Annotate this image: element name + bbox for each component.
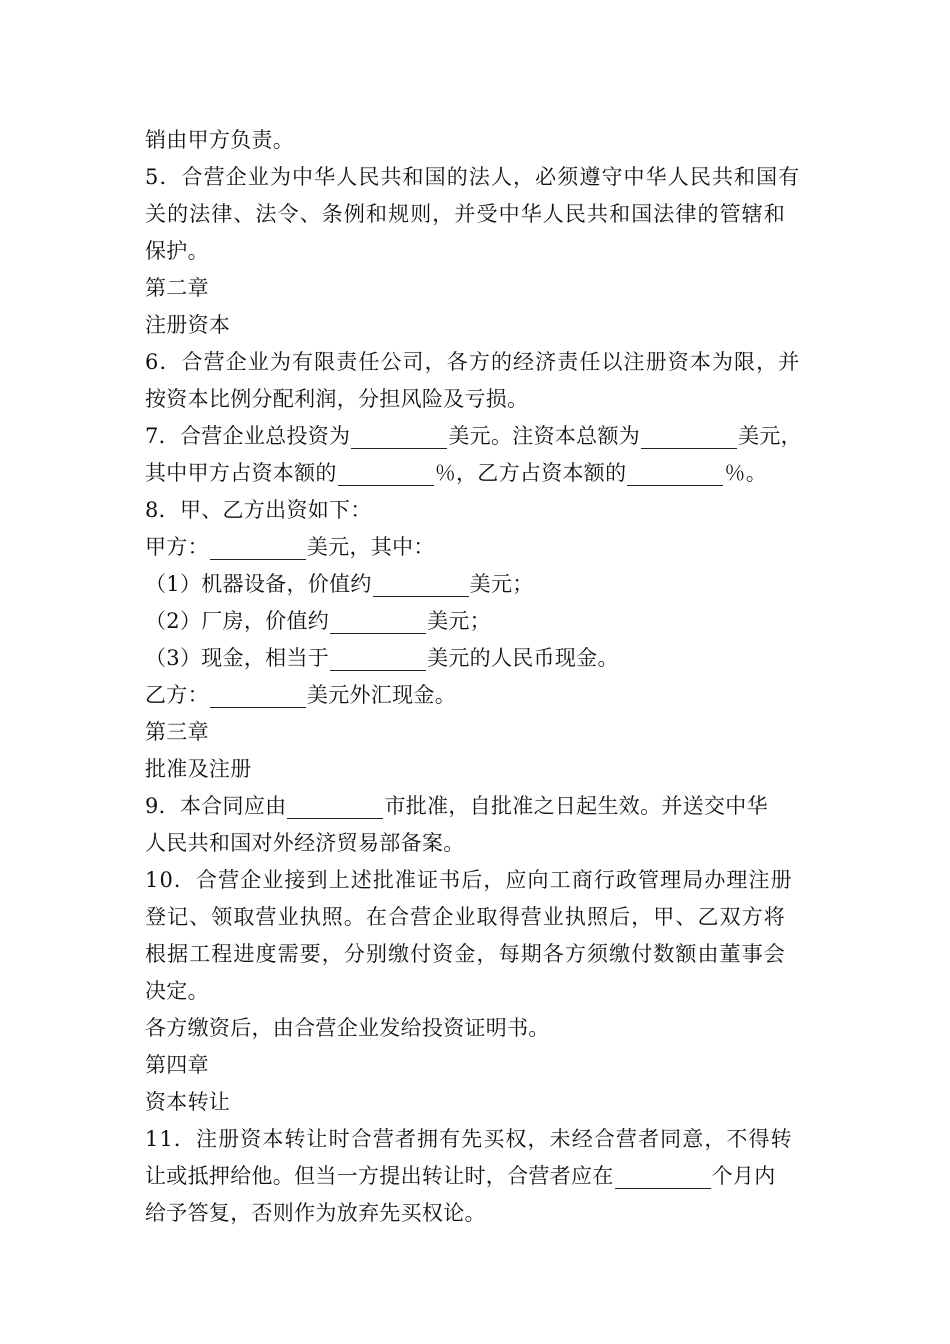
text-line — [145, 1084, 813, 1121]
text-segment: 登记、领取营业执照。在合营企业取得营业执照后，甲、乙双方将 — [145, 905, 786, 929]
fill-in-blank[interactable] — [287, 796, 383, 819]
text-line — [145, 307, 813, 344]
text-line — [145, 1010, 813, 1047]
text-line — [145, 233, 813, 270]
text-segment: 给予答复，否则作为放弃先买权论。 — [145, 1201, 486, 1225]
text-segment: 8．甲、乙方出资如下： — [145, 498, 372, 522]
text-segment: 各方缴资后，由合营企业发给投资证明书。 — [145, 1016, 550, 1040]
text-segment: （1）机器设备，价值约 — [145, 572, 372, 596]
text-line — [145, 1047, 813, 1084]
text-segment: 11．注册资本转让时合营者拥有先买权，未经合营者同意，不得转 — [145, 1127, 793, 1151]
text-line — [145, 344, 813, 381]
fill-in-blank[interactable] — [338, 463, 434, 486]
text-segment: 9．本合同应由 — [145, 794, 287, 818]
text-segment: 根据工程进度需要，分别缴付资金，每期各方须缴付数额由董事会 — [145, 942, 786, 966]
text-line — [145, 1158, 813, 1195]
fill-in-blank[interactable] — [641, 426, 737, 449]
fill-in-blank[interactable] — [330, 648, 426, 671]
text-line — [145, 788, 813, 825]
fill-in-blank[interactable] — [627, 463, 723, 486]
text-segment: （2）厂房，价值约 — [145, 609, 330, 633]
text-segment: 美元； — [427, 609, 491, 633]
text-segment: 按资本比例分配利润，分担风险及亏损。 — [145, 387, 529, 411]
text-line — [145, 196, 813, 233]
text-line — [145, 973, 813, 1010]
text-line — [145, 862, 813, 899]
text-segment: 乙方： — [145, 683, 209, 707]
text-segment: 10．合营企业接到上述批准证书后，应向工商行政管理局办理注册 — [145, 868, 793, 892]
fill-in-blank[interactable] — [330, 611, 426, 634]
text-segment: 人民共和国对外经济贸易部备案。 — [145, 831, 465, 855]
text-line — [145, 640, 813, 677]
text-segment: 批准及注册 — [145, 757, 252, 781]
text-segment: 6．合营企业为有限责任公司，各方的经济责任以注册资本为限，并 — [145, 350, 801, 374]
text-segment: 5．合营企业为中华人民共和国的法人，必须遵守中华人民共和国有 — [145, 165, 801, 189]
text-segment: 甲方： — [145, 535, 209, 559]
text-segment: ％。 — [724, 461, 768, 485]
text-segment: 市批准，自批准之日起生效。并送交中华 — [384, 794, 768, 818]
text-segment: 第三章 — [145, 720, 209, 744]
text-segment: 决定。 — [145, 979, 209, 1003]
text-segment: 美元，其中： — [306, 535, 435, 559]
document-page — [145, 122, 813, 1232]
text-line — [145, 825, 813, 862]
text-line — [145, 455, 813, 492]
text-segment: 个月内 — [711, 1164, 776, 1188]
text-segment: 第四章 — [145, 1053, 209, 1077]
fill-in-blank[interactable] — [210, 537, 306, 560]
text-segment: 其中甲方占资本额的 — [145, 461, 337, 485]
text-segment: 7．合营企业总投资为 — [145, 424, 351, 448]
text-segment: 美元外汇现金。 — [306, 683, 457, 707]
text-segment: 销由甲方负责。 — [145, 128, 295, 152]
text-segment: 美元； — [469, 572, 534, 596]
text-line — [145, 492, 813, 529]
text-line — [145, 899, 813, 936]
fill-in-blank[interactable] — [615, 1166, 711, 1189]
text-line — [145, 270, 813, 307]
text-segment: 保护。 — [145, 239, 209, 263]
text-segment: ％，乙方占资本额的 — [434, 461, 627, 485]
text-line — [145, 418, 813, 455]
fill-in-blank[interactable] — [351, 426, 447, 449]
text-segment: 美元。注资本总额为 — [448, 424, 641, 448]
text-segment: （3）现金，相当于 — [145, 646, 330, 670]
text-line — [145, 936, 813, 973]
fill-in-blank[interactable] — [373, 574, 469, 597]
text-line — [145, 603, 813, 640]
text-line — [145, 1121, 813, 1158]
text-segment: 美元， — [738, 424, 802, 448]
text-line — [145, 1195, 813, 1232]
text-segment: 资本转让 — [145, 1090, 231, 1114]
text-line — [145, 566, 813, 603]
text-line — [145, 677, 813, 714]
text-segment: 让或抵押给他。但当一方提出转让时，合营者应在 — [145, 1164, 614, 1188]
text-segment: 注册资本 — [145, 313, 231, 337]
fill-in-blank[interactable] — [210, 685, 306, 708]
text-line — [145, 529, 813, 566]
text-segment: 第二章 — [145, 276, 209, 300]
text-line — [145, 381, 813, 418]
text-line — [145, 714, 813, 751]
text-line — [145, 159, 813, 196]
text-line — [145, 122, 813, 159]
text-segment: 美元的人民币现金。 — [427, 646, 619, 670]
text-line — [145, 751, 813, 788]
text-segment: 关的法律、法令、条例和规则，并受中华人民共和国法律的管辖和 — [145, 202, 786, 226]
